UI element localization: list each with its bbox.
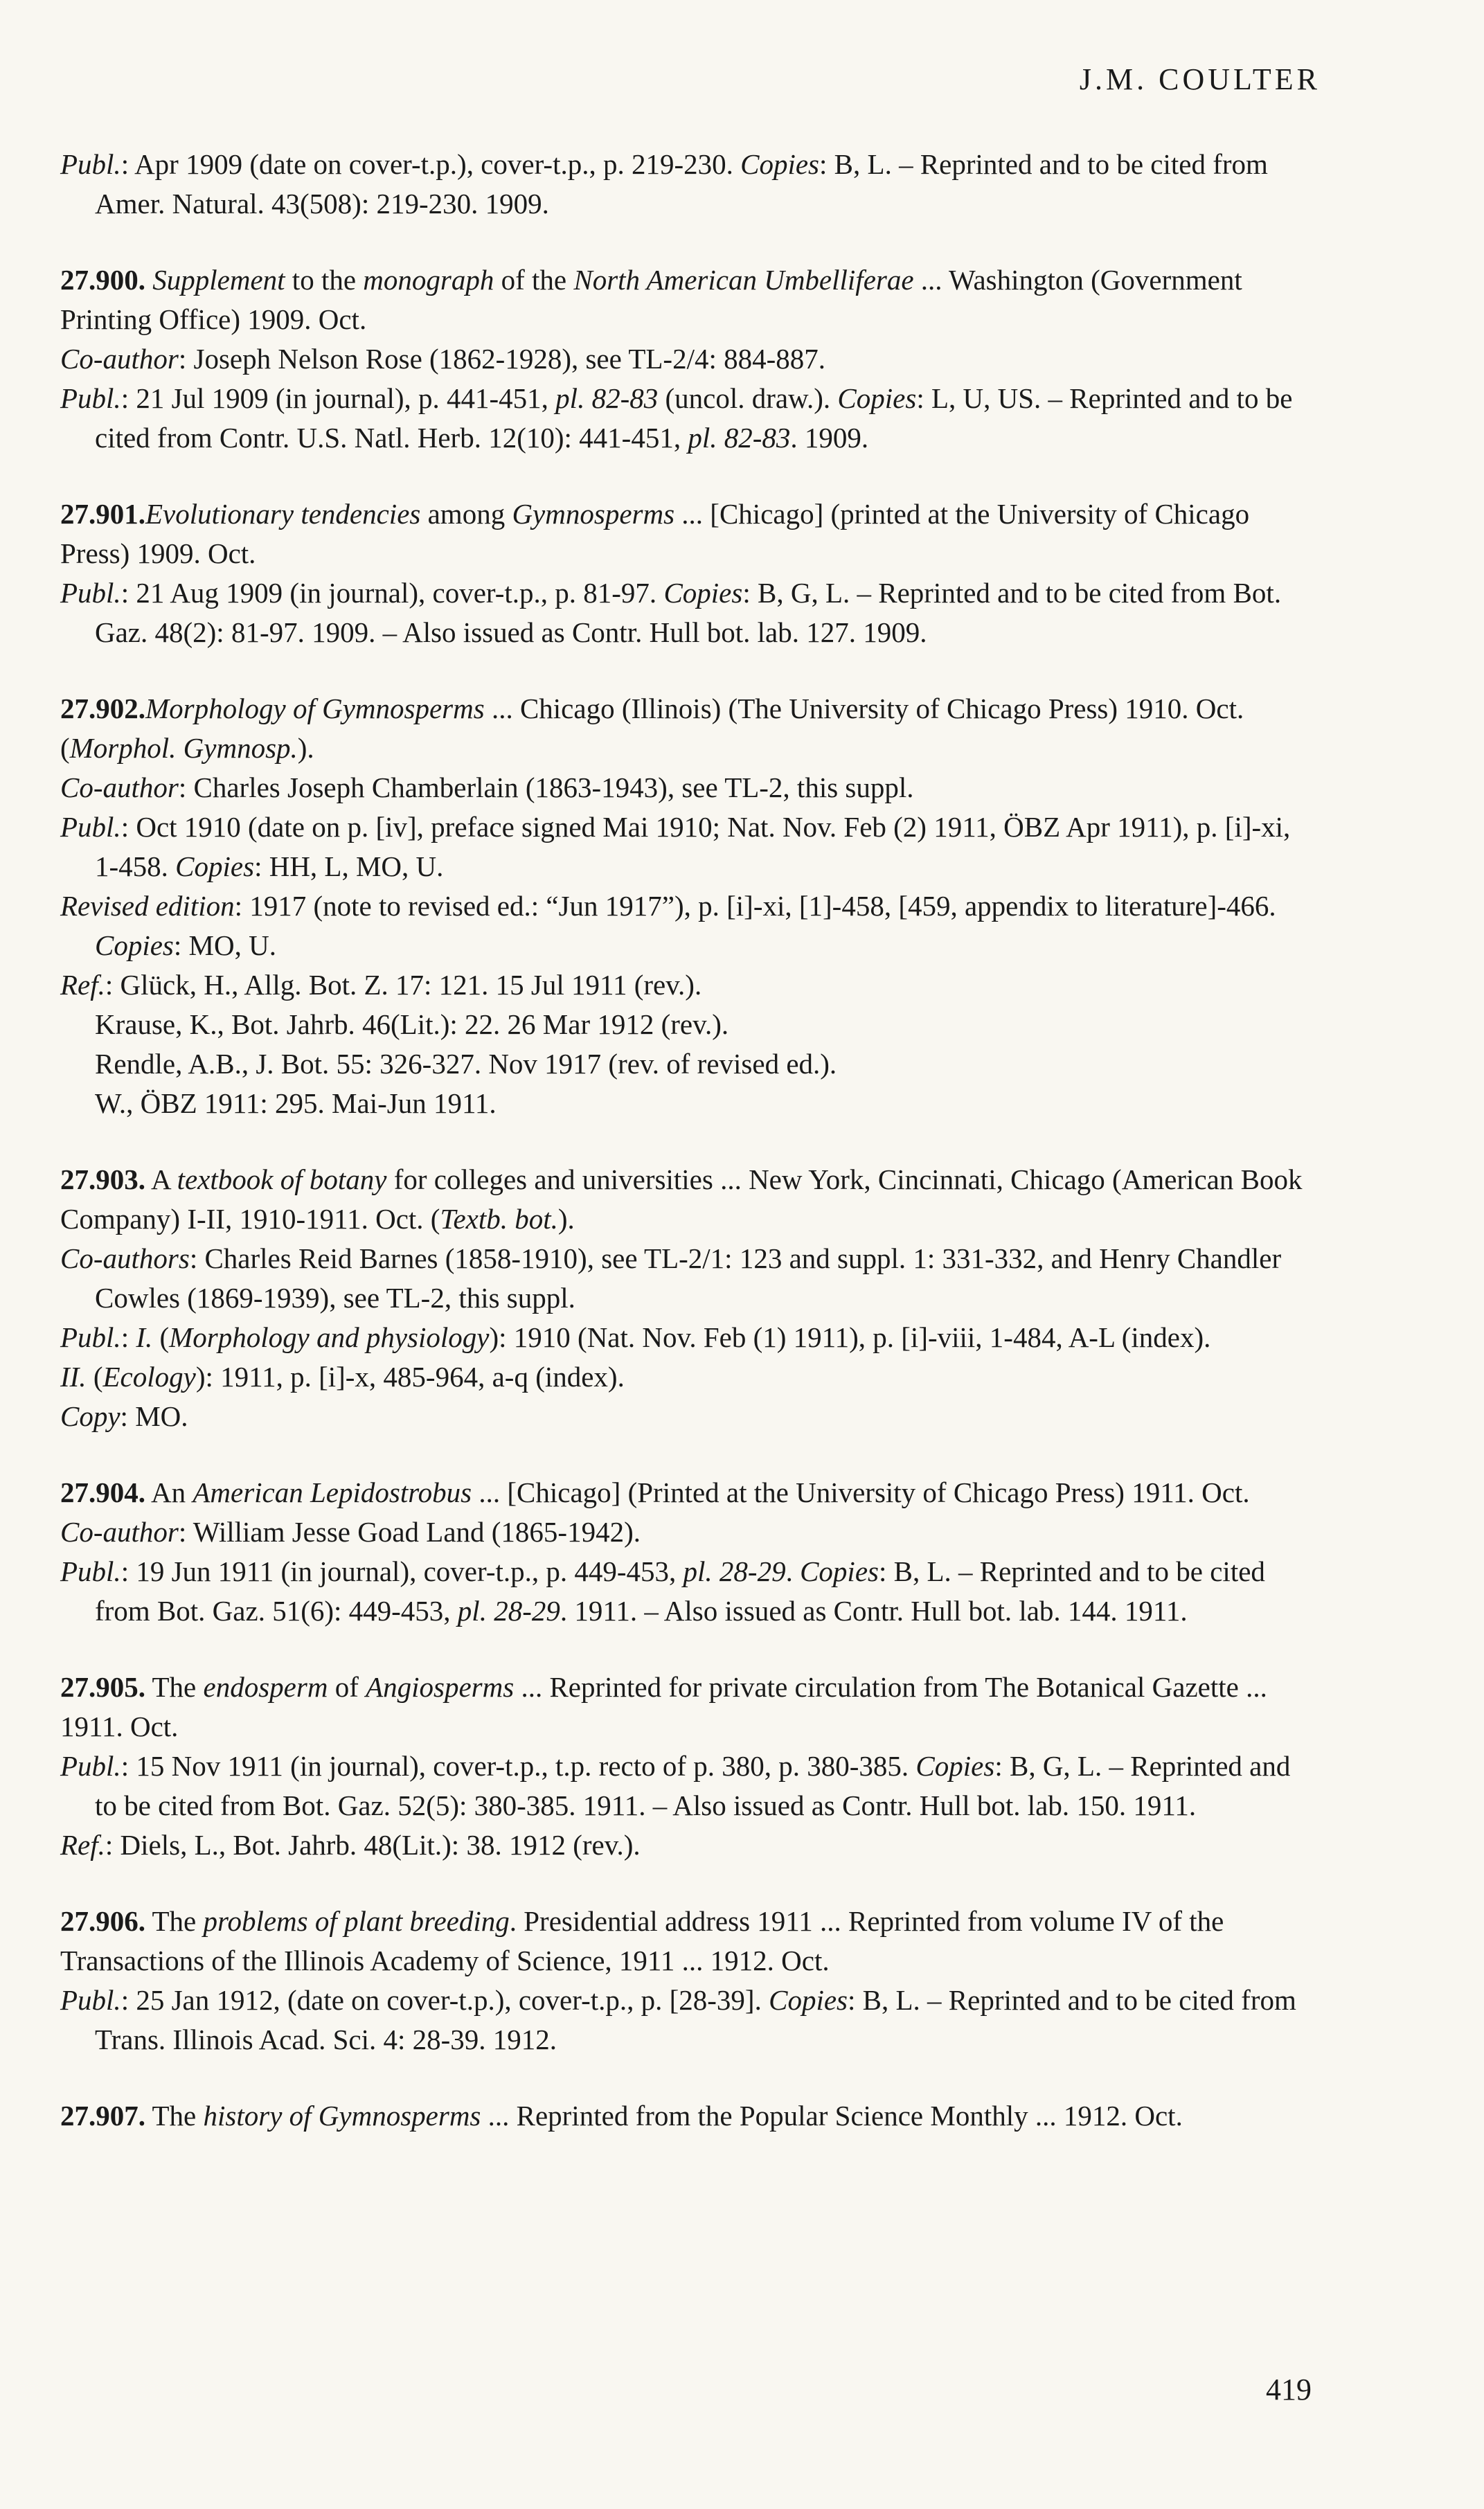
coauthor-line: Co-author: Joseph Nelson Rose (1862-1928), see TL-2/4: 884-887. [60, 343, 826, 375]
publ-line: II. (Ecology): 1911, p. [i]-x, 485-964, a-q (index). [60, 1361, 625, 1393]
entry-27-902 [60, 689, 1317, 1123]
entry-27-903 [60, 1160, 1317, 1436]
entry-title: 27.901.Evolutionary tendencies among Gymnosperms ... [Chicago] (printed at the University of Chicago Press) 1909. Oct. [60, 498, 1250, 569]
coauthor-line: Co-author: William Jesse Goad Land (1865-1942). [60, 1516, 641, 1548]
publ-line: Publ.: 21 Jul 1909 (in journal), p. 441-451, pl. 82-83 (uncol. draw.). Copies: L, U, US. – Reprinted and to be cited from Contr. U.S. Natl. Herb. 12(10): 441-451, pl. 82-83. 1909. [60, 382, 1293, 454]
entry-27-900 [60, 260, 1317, 458]
publ-line: Publ.: 25 Jan 1912, (date on cover-t.p.), cover-t.p., p. [28-39]. Copies: B, L. – Reprinted and to be cited from Trans. Illinois Acad. Sci. 4: 28-39. 1912. [60, 1984, 1296, 2055]
bibliography-body [60, 145, 1317, 2172]
entry-27-905 [60, 1668, 1317, 1865]
entry-27-907 [60, 2096, 1317, 2136]
entry-27-899-cont [60, 145, 1317, 224]
entry-title: 27.902.Morphology of Gymnosperms ... Chicago (Illinois) (The University of Chicago Press) 1910. Oct. (Morphol. Gymnosp.). [60, 693, 1244, 764]
coauthor-line: Co-author: Charles Joseph Chamberlain (1863-1943), see TL-2, this suppl. [60, 771, 914, 803]
coauthor-line: Co-authors: Charles Reid Barnes (1858-1910), see TL-2/1: 123 and suppl. 1: 331-332, and Henry Chandler Cowles (1869-1939), see TL-2, this suppl. [60, 1242, 1282, 1314]
entry-title: 27.905. The endosperm of Angiosperms ... Reprinted for private circulation from The Botanical Gazette ... 1911. Oct. [60, 1671, 1267, 1742]
ref-line: Rendle, A.B., J. Bot. 55: 326-327. Nov 1917 (rev. of revised ed.). [95, 1048, 837, 1080]
publ-line: Publ.: Apr 1909 (date on cover-t.p.), cover-t.p., p. 219-230. Copies: B, L. – Reprinted and to be cited from Amer. Natural. 43(508): 219-230. 1909. [60, 148, 1268, 220]
publ-line: Publ.: Oct 1910 (date on p. [iv], preface signed Mai 1910; Nat. Nov. Feb (2) 1911, ÖBZ Apr 1911), p. [i]-xi, 1-458. Copies: HH, L, MO, U. [60, 811, 1291, 882]
entry-title: 27.904. An American Lepidostrobus ... [Chicago] (Printed at the University of Chicago Press) 1911. Oct. [60, 1476, 1250, 1508]
document-page [60, 0, 1321, 2509]
entry-27-904 [60, 1473, 1317, 1631]
copy-line: Copy: MO. [60, 1400, 188, 1432]
entry-title: 27.903. A textbook of botany for colleges and universities ... New York, Cincinnati, Chicago (American Book Company) I-II, 1910-1911. Oct. (Textb. bot.). [60, 1163, 1303, 1235]
publ-line: Publ.: 15 Nov 1911 (in journal), cover-t.p., t.p. recto of p. 380, p. 380-385. Copies: B, G, L. – Reprinted and to be cited from Bot. Gaz. 52(5): 380-385. 1911. – Also issued as Contr. Hull bot. lab. 150. 1911. [60, 1750, 1291, 1821]
entry-title: 27.906. The problems of plant breeding. Presidential address 1911 ... Reprinted from volume IV of the Transactions of the Illinois Academy of Science, 1911 ... 1912. Oct. [60, 1905, 1224, 1976]
entry-title: 27.907. The history of Gymnosperms ... Reprinted from the Popular Science Monthly ... 1912. Oct. [60, 2100, 1183, 2132]
revised-edition-line: Revised edition: 1917 (note to revised ed.: “Jun 1917”), p. [i]-xi, [1]-458, [459, appendix to literature]-466. Copies: MO, U. [60, 890, 1276, 961]
ref-line: Ref.: Glück, H., Allg. Bot. Z. 17: 121. 15 Jul 1911 (rev.). [60, 969, 702, 1001]
publ-line: Publ.: 21 Aug 1909 (in journal), cover-t.p., p. 81-97. Copies: B, G, L. – Reprinted and to be cited from Bot. Gaz. 48(2): 81-97. 1909. – Also issued as Contr. Hull bot. lab. 127. 1909. [60, 577, 1282, 648]
ref-line: Ref.: Diels, L., Bot. Jahrb. 48(Lit.): 38. 1912 (rev.). [60, 1829, 641, 1861]
entry-27-901 [60, 494, 1317, 652]
ref-line: Krause, K., Bot. Jahrb. 46(Lit.): 22. 26 Mar 1912 (rev.). [95, 1008, 729, 1040]
running-head: J.M. COULTER [1079, 62, 1321, 96]
entry-27-906 [60, 1902, 1317, 2060]
publ-line: Publ.: I. (Morphology and physiology): 1910 (Nat. Nov. Feb (1) 1911), p. [i]-viii, 1-484, A-L (index). [60, 1321, 1211, 1353]
ref-line: W., ÖBZ 1911: 295. Mai-Jun 1911. [95, 1087, 497, 1119]
entry-title: 27.900. Supplement to the monograph of the North American Umbelliferae ... Washington (Government Printing Office) 1909. Oct. [60, 264, 1242, 335]
page-number: 419 [1266, 2373, 1312, 2407]
publ-line: Publ.: 19 Jun 1911 (in journal), cover-t.p., p. 449-453, pl. 28-29. Copies: B, L. – Reprinted and to be cited from Bot. Gaz. 51(6): 449-453, pl. 28-29. 1911. – Also issued as Contr. Hull bot. lab. 144. 1911. [60, 1555, 1265, 1627]
